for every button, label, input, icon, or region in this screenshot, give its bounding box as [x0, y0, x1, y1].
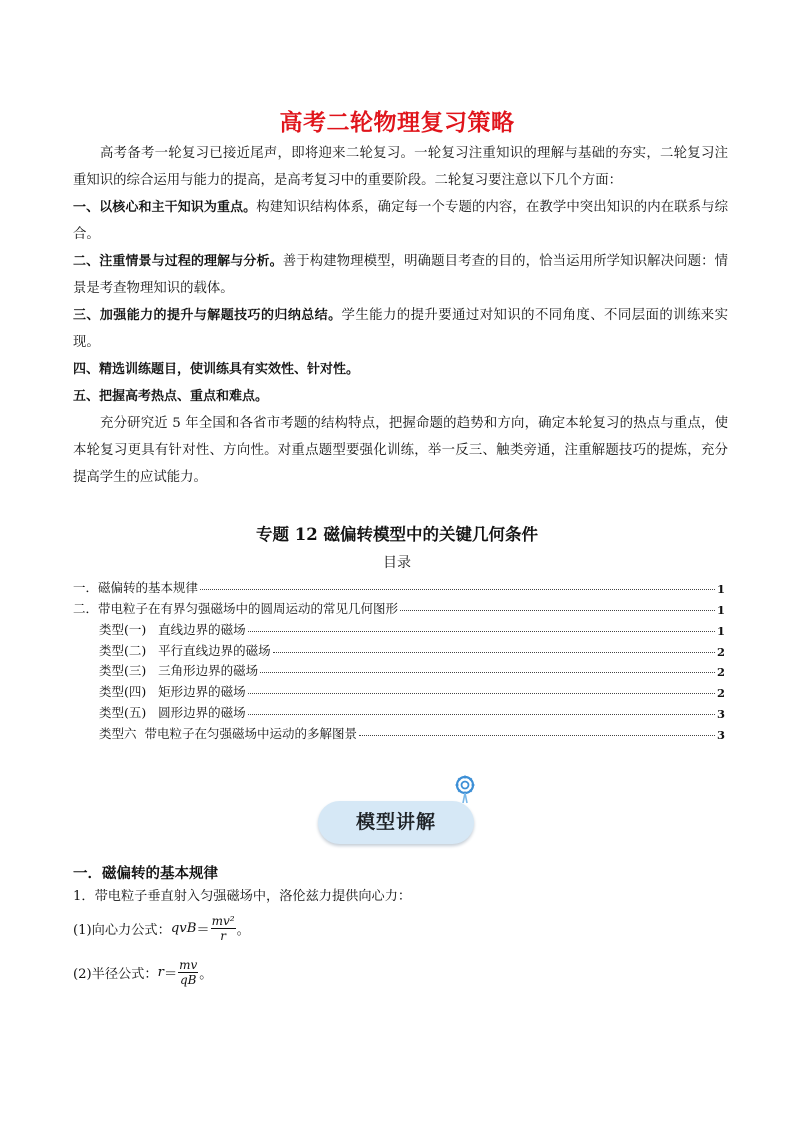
point-1 [73, 194, 728, 248]
formula-label: (1)向心力公式： [73, 923, 171, 938]
toc-entry[interactable] [73, 659, 725, 680]
toc-leader-dots [273, 652, 715, 653]
fraction-numerator: mv² [211, 914, 235, 928]
toc-leader-dots [248, 631, 715, 632]
point-1-text: 构建知识结构体系，确定每一个专题的内容，在教学中突出知识的内在联系与综合。 [73, 200, 728, 242]
formula-fraction [178, 958, 198, 987]
radius-formula [73, 958, 212, 987]
point-2 [73, 248, 728, 302]
toc-entry-label: 类型(四) 矩形边界的磁场 [99, 684, 246, 700]
centripetal-formula [73, 914, 250, 943]
toc-entry-page: 2 [716, 665, 725, 680]
toc-entry-page: 2 [716, 686, 725, 701]
toc-entry-page: 1 [716, 602, 725, 617]
point-3-text: 学生能力的提升要通过对知识的不同角度、不同层面的训练来实现。 [73, 308, 728, 350]
toc-entry-label: 类型(三) 三角形边界的磁场 [99, 663, 259, 679]
formula-lhs: qvB [170, 921, 197, 936]
toc-entry[interactable] [73, 638, 725, 659]
toc-entry[interactable] [73, 617, 725, 638]
point-2-text: 善于构建物理模型，明确题目考查的目的，恰当运用所学知识解决问题：情景是考查物理知识的载体。 [73, 254, 728, 296]
toc-entry-label: 二．带电粒子在有界匀强磁场中的圆周运动的常见几何图形 [73, 600, 399, 616]
toc-leader-dots [248, 693, 715, 694]
main-title: 高考二轮物理复习策略 [279, 110, 515, 136]
formula-fraction [211, 914, 236, 943]
toc-entry[interactable] [73, 575, 725, 596]
toc-entry-label: 类型(五) 圆形边界的磁场 [99, 705, 246, 721]
toc-entry-label: 类型(一) 直线边界的磁场 [99, 621, 246, 637]
formula-label: (2)半径公式： [73, 967, 158, 982]
toc-entry-label: 类型(二) 平行直线边界的磁场 [99, 642, 271, 658]
formula-equals: ＝ [196, 923, 210, 938]
formula-period: 。 [236, 923, 250, 938]
toc-leader-dots [359, 735, 715, 736]
toc-leader-dots [400, 610, 715, 611]
point-5 [73, 383, 728, 410]
closing-paragraph: 充分研究近 5 年全国和各省市考题的结构特点，把握命题的趋势和方向，确定本轮复习的热点与重点，使本轮复习更具有针对性、方向性。对重点题型要强化训练，举一反三、触类旁通，注重解题技巧的提炼，充分提高学生的应试能力。 [73, 416, 728, 485]
model-explanation-badge [316, 774, 476, 850]
toc-leader-dots [248, 714, 715, 715]
toc-entry[interactable] [73, 721, 725, 742]
body-line: 1．带电粒子垂直射入匀强磁场中，洛伦兹力提供向心力： [73, 889, 412, 904]
toc-entry[interactable] [73, 700, 725, 721]
intro-paragraph: 高考备考一轮复习已接近尾声，即将迎来二轮复习。一轮复习注重知识的理解与基础的夯实，二轮复习注重知识的综合运用与能力的提高，是高考复习中的重要阶段。二轮复习要注意以下几个方面： [73, 146, 728, 188]
fraction-numerator: mv [179, 958, 198, 972]
point-3 [73, 302, 728, 356]
point-5-heading: 五、把握高考热点、重点和难点。 [73, 389, 269, 404]
toc-entry-label: 类型六 带电粒子在匀强磁场中运动的多解图景 [99, 726, 357, 742]
toc-leader-dots [200, 589, 715, 590]
toc-entry-page: 1 [716, 623, 725, 638]
toc-entry-page: 3 [716, 728, 725, 743]
toc-entry[interactable] [73, 596, 725, 617]
toc-entry-label: 一．磁偏转的基本规律 [73, 579, 199, 595]
point-2-heading: 二、注重情景与过程的理解与分析。 [73, 254, 283, 269]
formula-period: 。 [199, 967, 213, 982]
point-3-heading: 三、加强能力的提升与解题技巧的归纳总结。 [73, 308, 342, 323]
toc-leader-dots [260, 672, 715, 673]
fraction-denominator: qB [179, 973, 197, 987]
badge-label: 模型讲解 [355, 811, 436, 833]
toc-entry-page: 3 [716, 707, 725, 722]
gear-bulb-icon [454, 774, 476, 804]
formula-lhs: r [157, 965, 164, 980]
section-heading: 一．磁偏转的基本规律 [73, 865, 218, 882]
toc-entry-page: 1 [716, 581, 725, 596]
intro-section [73, 140, 728, 491]
table-of-contents [73, 575, 725, 742]
formula-equals: ＝ [163, 967, 178, 982]
topic-title: 专题 12 磁偏转模型中的关键几何条件 [256, 525, 538, 544]
fraction-denominator: r [220, 929, 226, 943]
toc-entry[interactable] [73, 679, 725, 700]
toc-title: 目录 [383, 555, 411, 571]
toc-entry-page: 2 [716, 644, 725, 659]
point-1-heading: 一、以核心和主干知识为重点。 [73, 200, 257, 215]
point-4 [73, 356, 728, 383]
point-4-heading: 四、精选训练题目，使训练具有实效性、针对性。 [73, 362, 360, 377]
